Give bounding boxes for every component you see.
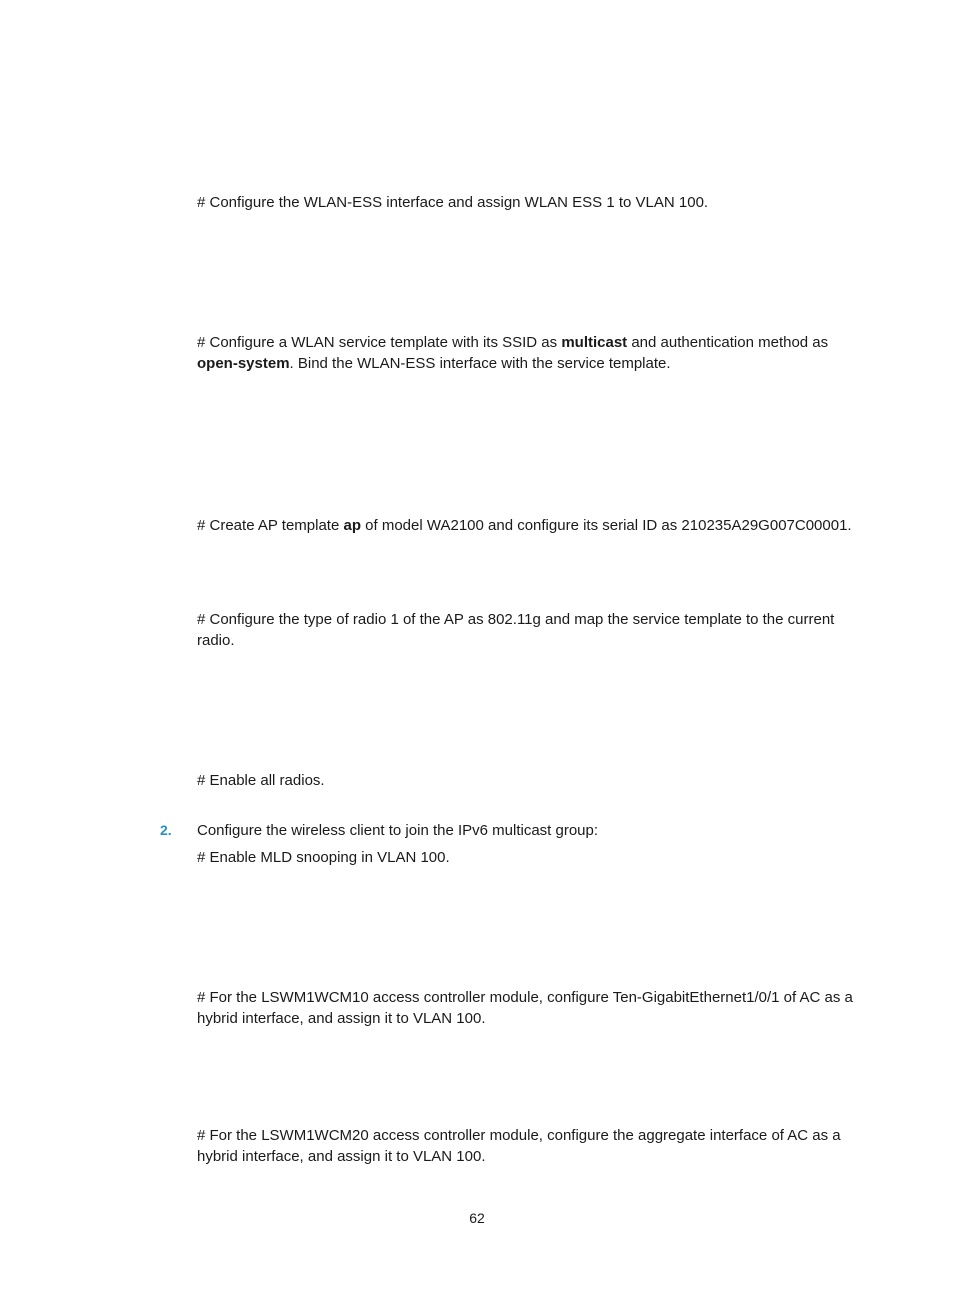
paragraph-enable-radios (197, 770, 869, 791)
paragraph-lswm1wcm20 (197, 1125, 869, 1167)
step-number: 2. (160, 822, 172, 838)
paragraph-text: of model WA2100 and configure its serial ID as 210235A29G007C00001. (361, 517, 852, 534)
paragraph-configure-wlan-ess (197, 192, 869, 213)
keyword-multicast: multicast (561, 334, 628, 351)
paragraph-text: . Bind the WLAN-ESS interface with the service template. (289, 355, 671, 372)
page-number: 62 (469, 1210, 485, 1226)
paragraph-ap-template (197, 515, 869, 536)
paragraph-text: # Enable all radios. (197, 772, 325, 789)
step-text: Configure the wireless client to join the IPv6 multicast group: (197, 822, 599, 839)
paragraph-text: # For the LSWM1WCM20 access controller module, configure the aggregate interface of AC as a hybrid interface, and assign it to VLAN 100. (197, 1127, 841, 1165)
step-heading (197, 820, 869, 841)
paragraph-text: # Configure the type of radio 1 of the AP as 802.11g and map the service template to the current radio. (197, 611, 835, 649)
paragraph-text: # Configure the WLAN-ESS interface and assign WLAN ESS 1 to VLAN 100. (197, 194, 709, 211)
paragraph-text: # For the LSWM1WCM10 access controller module, configure Ten-GigabitEthernet1/0/1 of AC as a hybrid interface, and assign it to VLAN 100. (197, 989, 853, 1027)
paragraph-mld-snooping (197, 847, 869, 868)
paragraph-lswm1wcm10 (197, 987, 869, 1029)
paragraph-text: # Enable MLD snooping in VLAN 100. (197, 849, 450, 866)
paragraph-text: # Configure a WLAN service template with its SSID as (197, 334, 562, 351)
keyword-ap: ap (343, 517, 361, 534)
paragraph-text: # Create AP template (197, 517, 344, 534)
paragraph-radio-type (197, 609, 869, 651)
keyword-open-system: open-system (197, 355, 290, 372)
paragraph-service-template (197, 332, 869, 374)
paragraph-text: and authentication method as (627, 334, 829, 351)
